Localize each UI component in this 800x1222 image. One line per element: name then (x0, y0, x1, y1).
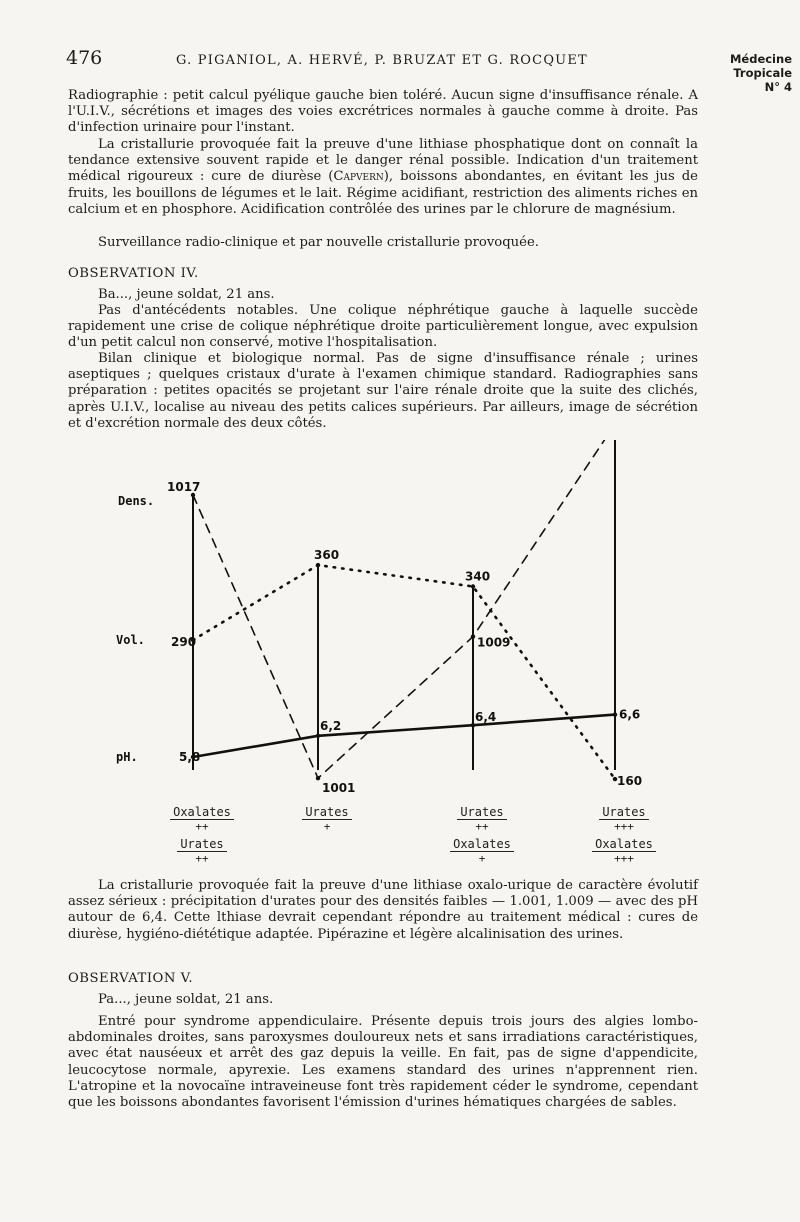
data-label: 1009 (477, 635, 511, 650)
crystal-level: ++ (195, 852, 209, 865)
journal-issue: N° 4 (764, 80, 792, 94)
data-label: 1001 (322, 781, 356, 796)
crystal-entry (437, 805, 527, 834)
obs5-history: Entré pour syndrome appendiculaire. Présente depuis trois jours des algies lombo-abdominales droites, sans paroxysmes douloureux nets et sans irradiations caractéristiques, avec état nauséeux et arrêt des gaz depuis la veille. En fait, pas de signe d'appendicite, leucocytose normale, apyrexie. Les examens standard des urines n'apprennent rien. L'atropine et la novocaïne intraveineuse font très rapidement céder le syndrome, cependant que les boissons abondantes favorisent l'émission d'urines hématiques chargées de sables. (68, 1014, 698, 1111)
data-label: 160 (617, 774, 643, 789)
data-label: 290 (171, 635, 197, 649)
crystal-entry (282, 805, 372, 834)
data-point (316, 776, 320, 780)
obs4-bilan: Bilan clinique et biologique normal. Pas de signe d'insuffisance rénale ; urines aseptiques ; quelques cristaux d'urate à l'examen chimique standard. Radiographies sans préparation : petites opacités se projetant sur l'aire rénale droite que la suite des clichés, après U.I.V., localise au niveau des petits calices supérieurs. Par ailleurs, image de sécrétion et d'excrétion normale des deux côtés. (68, 351, 698, 431)
crystal-level: ++ (195, 820, 209, 833)
page-number: 476 (66, 47, 103, 69)
data-point (316, 734, 320, 738)
crystal-name: Urates (599, 805, 648, 820)
p2-capvern: Capvern (333, 169, 384, 185)
crystal-entry (579, 805, 669, 834)
obs4-history: Pas d'antécédents notables. Une colique néphrétique gauche à laquelle succède rapidement une crise de colique néphrétique droite particulièrement longue, avec expulsion d'un petit calcul non conservé, motive l'hospitalisation. (68, 303, 698, 351)
data-label: 340 (465, 569, 491, 584)
p2-text-b: ), boissons abondantes, en évitant les jus de fruits, les bouillons de légumes et le lait. Régime acidifiant, restriction des aliments riches en calcium et en phosphore. Acidification contrôlée des urines par le chlorure de magnésium. (68, 169, 698, 217)
data-label: 5,8 (179, 750, 201, 764)
paragraph-cristallurie-2: La cristallurie provoquée fait la preuve d'une lithiase oxalo-urique de caractère évolutif assez sérieux : précipitation d'urates pour des densités faibles — 1.001, 1.009 — avec des pH autour de 6,4. Cette lthiase devrait cependant répondre au traitement médical : cures de diurèse, hygiéno-diététique adaptée. Pipérazine et légère alcalinisation des urines. (68, 878, 698, 942)
p2-text-a: La cristallurie provoquée fait la preuve d'une lithiase phosphatique dont on connaît la tendance extensive souvent rapide et le danger rénal possible. Indication d'un traitement médical rigoureux : cure de diurèse ( (68, 137, 698, 185)
data-label: 6,4 (475, 710, 497, 725)
crystal-level: +++ (614, 852, 634, 865)
crystal-name: Oxalates (592, 837, 656, 852)
paragraph-radiographie: Radiographie : petit calcul pyélique gauche bien toléré. Aucun signe d'insuffisance rénale. A l'U.I.V., sécrétions et images des voies excrétrices normales à gauche comme à droite. Pas d'infection urinaire pour l'instant. (68, 88, 698, 136)
crystal-name: Oxalates (450, 837, 514, 852)
crystal-name: Urates (177, 837, 226, 852)
observation-v-title: OBSERVATION V. (68, 971, 194, 986)
crystal-level: +++ (614, 820, 634, 833)
data-label: 360 (314, 548, 340, 563)
crystal-entry (157, 837, 247, 866)
data-point (613, 712, 617, 716)
series-name-label: Dens. (118, 494, 155, 508)
crystal-level: + (323, 820, 331, 833)
crystal-entry (157, 805, 247, 834)
series-name-label: Vol. (116, 633, 145, 647)
paragraph-cristallurie-1 (68, 137, 698, 218)
obs5-patient: Pa..., jeune soldat, 21 ans. (98, 992, 274, 1007)
data-label: 1017 (167, 480, 201, 494)
series-line-dens (193, 440, 615, 778)
observation-iv-title: OBSERVATION IV. (68, 266, 199, 281)
data-label: 6,2 (320, 718, 342, 733)
journal-name: Médecine (729, 52, 792, 66)
journal-tag (730, 52, 792, 94)
data-point (471, 584, 475, 588)
crystal-name: Urates (302, 805, 351, 820)
data-point (316, 563, 320, 567)
crystal-level: + (478, 852, 486, 865)
crystal-entry (437, 837, 527, 866)
obs4-patient: Ba..., jeune soldat, 21 ans. (98, 287, 275, 302)
data-point (471, 634, 475, 638)
paragraph-surveillance: Surveillance radio-clinique et par nouvelle cristallurie provoquée. (98, 235, 539, 250)
crystal-entry (579, 837, 669, 866)
data-label: 6,6 (619, 707, 641, 722)
crystal-name: Oxalates (170, 805, 234, 820)
series-line-ph (193, 715, 615, 757)
crystal-name: Urates (457, 805, 506, 820)
journal-name-2: Tropicale (733, 66, 792, 80)
series-name-label: pH. (116, 750, 138, 764)
running-header-authors: G. PIGANIOL, A. HERVÉ, P. BRUZAT ET G. ROCQUET (176, 53, 588, 68)
crystal-level: ++ (475, 820, 489, 833)
